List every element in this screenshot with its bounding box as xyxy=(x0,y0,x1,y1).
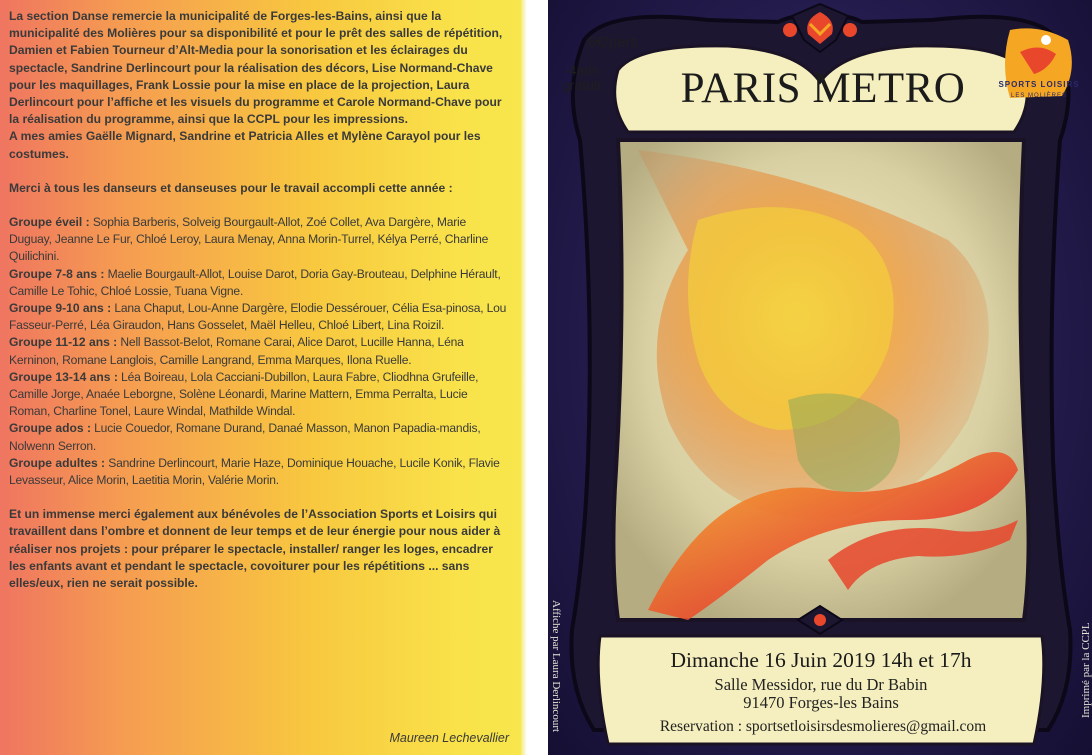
logo-subtext: LES MOLIÈRES xyxy=(1010,93,1067,99)
group-title: Groupe 13-14 ans : xyxy=(9,369,118,384)
group-7-8 xyxy=(9,266,511,300)
group-13-14 xyxy=(9,369,511,421)
group-names: Maelie Bourgault-Allot, Louise Darot, Doria Gay-Brouteau, Delphine Hérault, Camille Le Tohic, Chloé Lossie, Tuana Vigne. xyxy=(9,266,501,298)
group-eveil xyxy=(9,214,511,266)
page-fold xyxy=(521,0,527,755)
group-title: Groupe 7-8 ans : xyxy=(9,266,105,281)
venue-line-1: Salle Messidor, rue du Dr Babin xyxy=(714,675,928,694)
group-ados xyxy=(9,420,511,454)
group-names: Sandrine Derlincourt, Marie Haze, Dominique Houache, Lucile Konik, Flavie Levasseur, Alice Morin, Laetitia Morin, Valérie Morin. xyxy=(9,455,500,488)
show-title: PARIS METRO xyxy=(680,65,966,112)
poster xyxy=(548,0,1092,755)
venue-line-2: 91470 Forges-les Bains xyxy=(743,693,899,712)
group-9-10 xyxy=(9,300,511,334)
group-names: Léa Boireau, Lola Cacciani-Dubillon, Laura Fabre, Cliodhna Grufeille, Camille Jorge, Anaée Leborgne, Solène Léonardi, Marine Mattern, Emma Perralta, Lucie Roman, Charline Tonel, Laure Windal, Mathilde Windal. xyxy=(9,369,479,419)
thanks-costumes: A mes amies Gaëlle Mignard, Sandrine et Patricia Alles et Mylène Carayol pour les costumes. xyxy=(9,129,481,161)
thanks-page xyxy=(0,0,521,755)
venue xyxy=(616,676,1026,712)
group-title: Groupe ados : xyxy=(9,421,91,436)
event-date: Dimanche 16 Juin 2019 14h et 17h xyxy=(670,648,972,672)
price-children-free: gratuit xyxy=(562,77,601,93)
group-adultes xyxy=(9,455,511,489)
dancers-intro: Merci à tous les danseurs et danseuses pour le travail accompli cette année : xyxy=(9,180,453,195)
group-11-12 xyxy=(9,334,511,368)
group-names: Sophia Barberis, Solveig Bourgault-Allot, Zoé Collet, Ava Dargère, Marie Duguay, Jeanne Le Fur, Chloé Leroy, Laura Menay, Anna Morin-Turrel, Kélya Perré, Charline Quilichini. xyxy=(9,215,489,264)
price-adult: 6€/pers xyxy=(588,34,639,51)
group-title: Groupe éveil : xyxy=(9,215,90,230)
logo-text: SPORTS LOISIRS xyxy=(998,80,1080,89)
group-names: Lucie Couedor, Romane Durand, Danaé Masson, Manon Papadia-mandis, Nolwenn Serron. xyxy=(9,421,481,453)
thanks-intro: La section Danse remercie la municipalité de Forges-les-Bains, ainsi que la municipalité des Molières pour sa disponibilité et pour le prêt des salles de répétition, Damien et Fabien Tourneur d’Alt-Media pour la sonorisation et les éclairages du spectacle, Sandrine Derlincourt pour la réalisation des décors, Lise Normand-Chave pour les maquillages, Frank Lossie pour la mise en place de la projection, Laura Derlincourt pour l’affiche et les visuels du programme et Carole Normand-Chave pour la réalisation du programme, ainsi que la CCPL pour les impressions. xyxy=(9,9,503,127)
poster-credit: Affiche par Laura Derlincourt xyxy=(550,600,562,733)
group-title: Groupe 11-12 ans : xyxy=(9,335,118,350)
poster-artwork xyxy=(548,0,1092,755)
print-credit: Imprimé par la CCPL xyxy=(1080,622,1092,718)
price-children xyxy=(562,63,601,93)
group-names: Nell Bassot-Belot, Romane Carai, Alice Darot, Lucille Hanna, Léna Kerninon, Romane Langlois, Camille Langrand, Emma Marques, Ilona Ruelle. xyxy=(9,335,464,367)
signature: Maureen Lechevallier xyxy=(389,730,509,745)
volunteers-thanks: Et un immense merci également aux bénévoles de l’Association Sports et Loisirs qui travaillent dans l’ombre et donnent de leur temps et de leur énergie pour nous aider à réaliser nos projets : pour préparer le spectacle, installer/ ranger les loges, encadrer les enfants avant et pendant le spectacle, covoiturer pour les répétitions ... sans elles/eux, rien ne serait possible. xyxy=(9,507,501,591)
group-names: Lana Chaput, Lou-Anne Dargère, Elodie Dessérouer, Célia Esa-pinosa, Lou Fasseur-Perré, Léa Giraudon, Hans Gosselet, Maël Helleu, Chloé Libert, Lina Roizil. xyxy=(9,301,507,333)
group-title: Groupe adultes : xyxy=(9,455,106,470)
reservation-email[interactable]: Reservation : sportsetloisirsdesmolieres@gmail.com xyxy=(659,718,987,735)
price-children-age: -4ans xyxy=(563,62,599,78)
group-title: Groupe 9-10 ans : xyxy=(9,301,112,316)
